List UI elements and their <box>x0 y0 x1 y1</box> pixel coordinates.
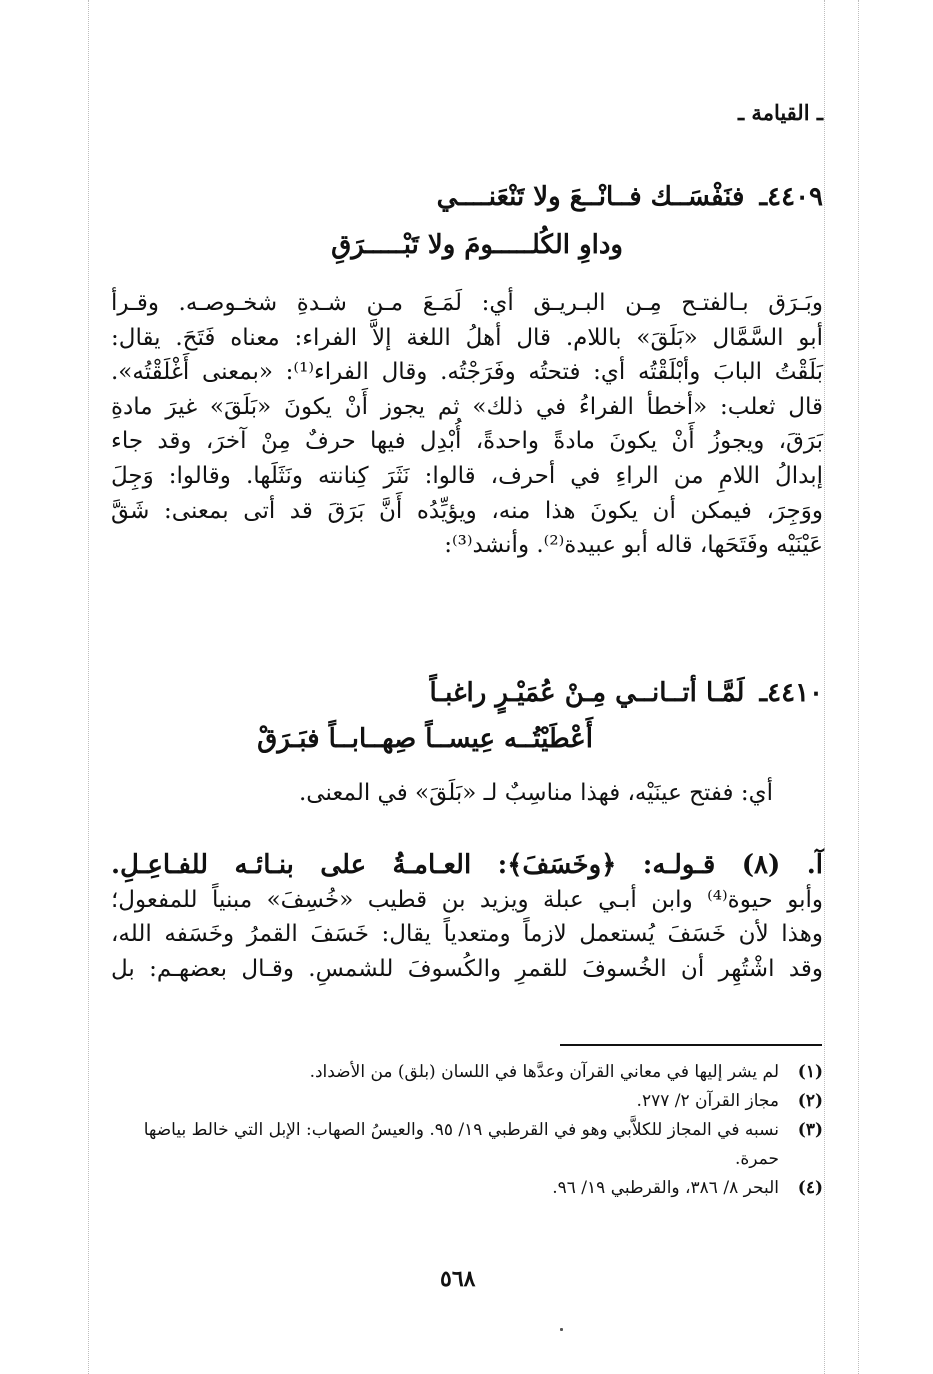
text-line: وهذا لأن خَسَفَ يُستعمل لازماً ومتعدياً يقال: خَسَفَ القمرُ وخَسَفه الله، <box>111 921 823 948</box>
text-line: إبدالُ اللامِ من الراءِ في أحرف، قالوا: نَثَرَ كِنانته ونَثَلَها. وقالوا: وَجِلَ <box>111 462 823 489</box>
verse-heading-line: آ. (٨) قـولـه: ﴿وخَسَفَ﴾: العـامـةُ على بنـائـه للفـاعِـلِ. <box>111 850 823 880</box>
footnote-item <box>111 1058 823 1087</box>
margin-guide-left <box>88 0 89 1374</box>
footnote-text: مجاز القرآن ٢/ ٢٧٧. <box>636 1091 779 1111</box>
margin-guide-outer <box>858 0 859 1374</box>
paragraph-commentary-2 <box>111 848 823 986</box>
text-line: ووَجِرَ، فيمكن أن يكونَ هذا منه، ويؤيِّدُه أَنَّ بَرَقَ قد أتى بمعنى: شَقَّ <box>111 497 823 524</box>
text-line: قال ثعلب: «أخطأ الفراءُ في ذلك» ثم يجوز أَنْ يكونَ «بَلَقَ» غيرَ مادةِ <box>111 393 823 420</box>
footnote-separator <box>560 1044 822 1046</box>
text-line: وأبو حيوة⁽⁴⁾ وابن أبـي عبلة ويزيد بن قطيب «خُسِفَ» مبنياً للمفعول؛ <box>111 886 823 913</box>
footnote-text: لم يشر إليها في معاني القرآن وعدَّها في اللسان (بلق) من الأضداد. <box>309 1062 779 1082</box>
page-number: ٥٦٨ <box>440 1266 476 1292</box>
text-line: وبَـرَق بـالفتـح مِـن البـريـق أي: لَمَـعَ مـن شـدةِ شخـوصـه. وقـرأ <box>111 290 823 316</box>
footnote-number: (١) <box>797 1062 823 1082</box>
paragraph-commentary-1 <box>111 286 823 563</box>
scan-speck <box>560 1328 563 1331</box>
verse-4409-line-2: وداوِ الكُلـــــومَ ولا تَبْـــــرَقِ <box>331 230 623 260</box>
footnote-item <box>111 1174 823 1203</box>
text-line: بَلَقْتُ البابَ وأبْلَقْتُه أي: فتحتُه وفَرَجْتُه. وقال الفراء⁽¹⁾: «بمعنى أَغْلَقْتُه». <box>111 359 824 386</box>
margin-guide-right <box>824 0 825 1374</box>
footnote-item <box>111 1116 823 1174</box>
text-line: بَرَقَ، ويجوزُ أَنْ يكونَ مادةً واحدةً، أُبْدِل فيها حرفٌ مِنْ آخرَ، وقد جاء <box>111 428 823 455</box>
text-line: وقد اشْتُهِر أن الخُسوفَ للقمرِ والكُسوفَ للشمسِ. وقـال بعضهـم: بل <box>111 955 823 982</box>
text-line: عَيْنَيْه وفَتَحَها، قاله أبو عبيدة⁽²⁾. وأنشد⁽³⁾: <box>444 532 823 559</box>
explanation-sentence: أي: ففتح عينَيْه، فهذا مناسِبٌ لـ «بَلَقَ» في المعنى. <box>299 780 773 806</box>
verse-hemistich: فنَفْسَــك فــانْــعَ ولا تَنْعَنــــي <box>436 182 745 212</box>
verse-number: ٤٤٠٩ـ <box>759 182 823 212</box>
footnote-text: نسبه في المجاز للكلاَّبي وهو في القرطبي ١٩/ ٩٥. والعيسُ الصهاب: الإبل التي خالط بياضها حمرة. <box>143 1120 779 1169</box>
verse-4409-line-1 <box>437 182 823 212</box>
footnote-item <box>111 1087 823 1116</box>
footnote-text: البحر ٨/ ٣٨٦، والقرطبي ١٩/ ٩٦. <box>552 1178 779 1198</box>
running-header: ـ القيامة ـ <box>737 100 823 125</box>
footnotes <box>111 1058 823 1203</box>
verse-4410-line-1 <box>430 678 823 708</box>
footnote-number: (٤) <box>797 1178 823 1198</box>
footnote-number: (٣) <box>797 1120 823 1140</box>
verse-number: ٤٤١٠ـ <box>759 678 823 708</box>
text-line: أبو السَّمَّال «بَلَقَ» باللام. قال أهلُ اللغة إلاَّ الفراء: معناه فَتَحَ. يقال: <box>111 324 823 351</box>
verse-4410-line-2: أَعْطَيْتُــه عِيســاً صِهــابــاً فبَـرَقْ <box>257 724 593 754</box>
footnote-number: (٢) <box>797 1091 823 1111</box>
verse-hemistich: لَمَّـا أتــانــي مِـنْ عُمَيْـرٍ راغبـاً <box>429 678 745 708</box>
